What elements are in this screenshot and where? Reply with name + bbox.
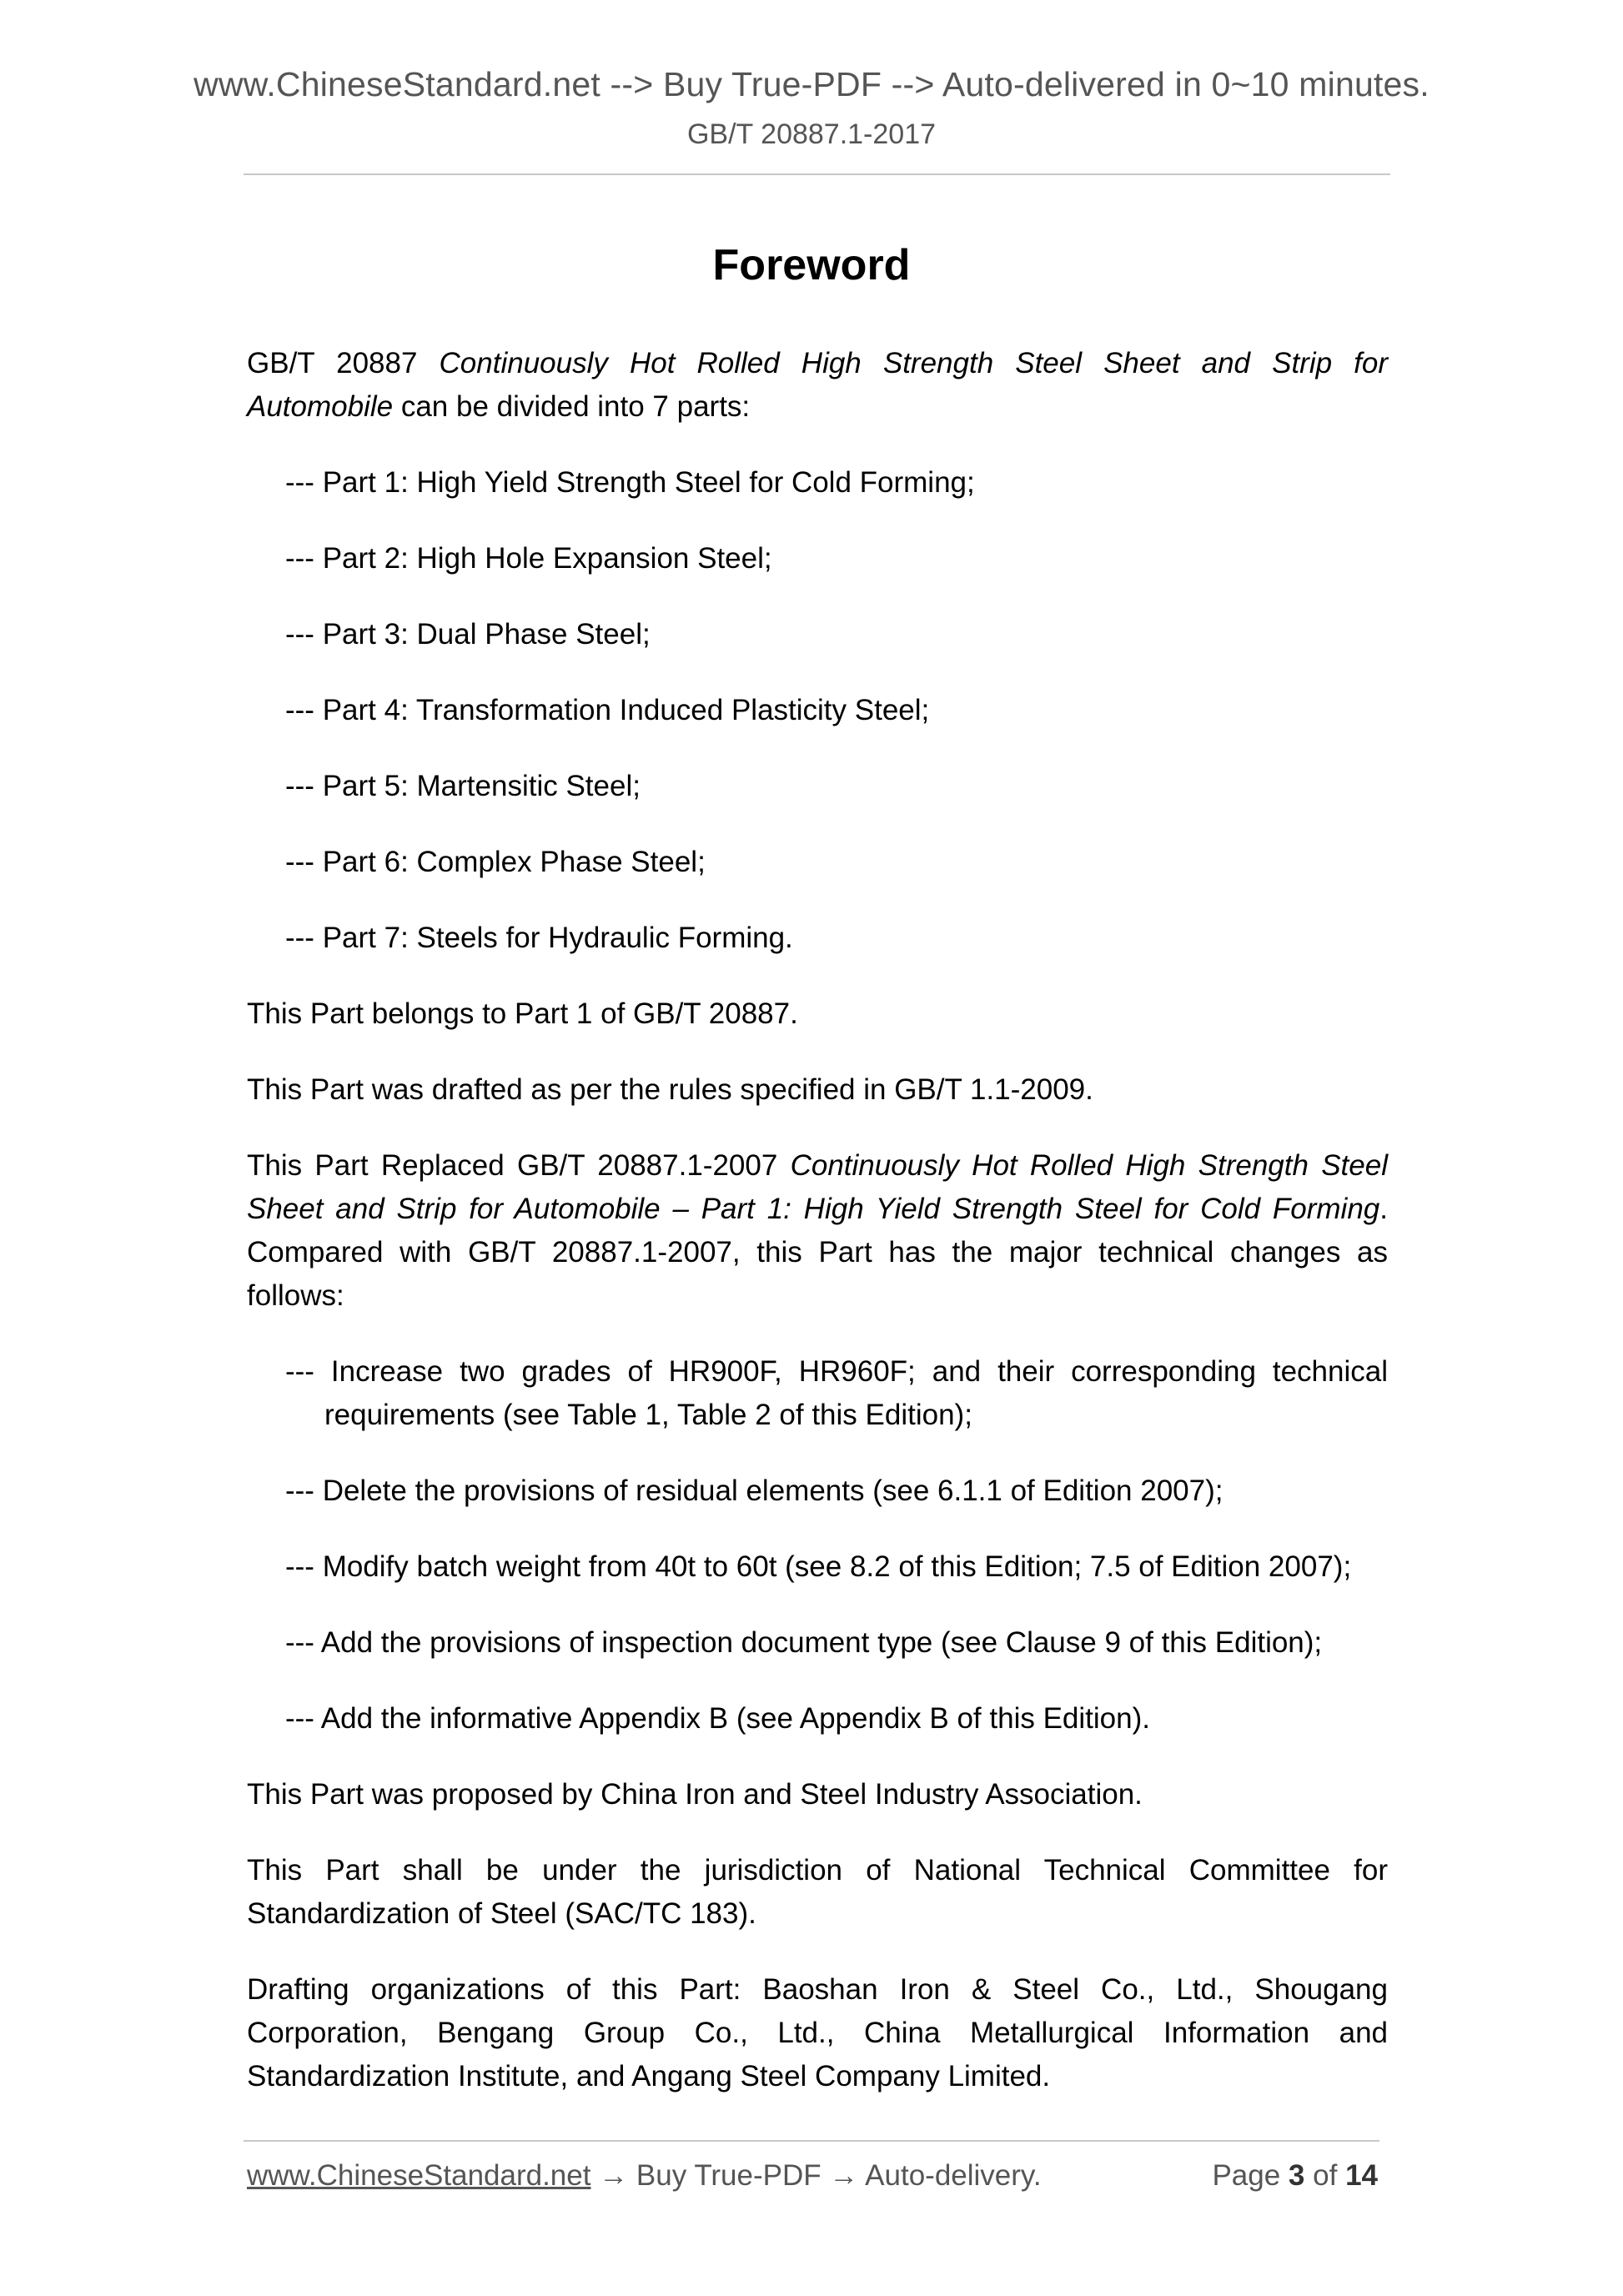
document-body: [247, 342, 1388, 2098]
proposed-paragraph: This Part was proposed by China Iron and Steel Industry Association.: [247, 1778, 1143, 1811]
replaced-text-pre: This Part Replaced GB/T 20887.1-2007: [247, 1149, 791, 1182]
jurisdiction-paragraph: This Part shall be under the jurisdiction of National Technical Committee for Standardization of Steel (SAC/TC 183).: [247, 1854, 1388, 1930]
drafting-organizations-paragraph: Drafting organizations of this Part: Baoshan Iron & Steel Co., Ltd., Shougang Corporation, Bengang Group Co., Ltd., China Metallurgical Information and Standardization Institute, and Angang Steel Company Limited.: [247, 1973, 1388, 2093]
footer-delivery-text: → Buy True-PDF → Auto-delivery.: [590, 2159, 1042, 2192]
current-page-number: 3: [1288, 2159, 1305, 2192]
intro-paragraph: [247, 342, 1388, 429]
page-title: Foreword: [712, 241, 911, 289]
parts-list-item: --- Part 1: High Yield Strength Steel for Cold Forming;: [285, 466, 975, 499]
parts-list-item: --- Part 7: Steels for Hydraulic Forming.: [285, 922, 793, 954]
changes-list-item: --- Add the informative Appendix B (see Appendix B of this Edition).: [285, 1702, 1150, 1735]
parts-list-item: --- Part 2: High Hole Expansion Steel;: [285, 542, 772, 575]
footer-left: [247, 2155, 1042, 2197]
drafted-paragraph: This Part was drafted as per the rules specified in GB/T 1.1-2009.: [247, 1073, 1093, 1106]
page-number-indicator: [1212, 2155, 1378, 2197]
replaced-text-post: . Compared with GB/T 20887.1-2007, this Part has the major technical changes as follows:: [247, 1193, 1388, 1312]
header-standard-code: GB/T 20887.1-2017: [686, 118, 937, 150]
parts-list-item: --- Part 3: Dual Phase Steel;: [285, 618, 651, 651]
replaced-standard-title: Continuously Hot Rolled High Strength Steel Sheet and Strip for Automobile – Part 1: High Yield Strength Steel for Cold Forming: [247, 1149, 1388, 1225]
total-pages-number: 14: [1345, 2159, 1378, 2192]
intro-text-post: can be divided into 7 parts:: [393, 390, 751, 423]
replaced-paragraph: [247, 1144, 1388, 1318]
parts-list-item: --- Part 5: Martensitic Steel;: [285, 770, 641, 802]
parts-list-item: --- Part 6: Complex Phase Steel;: [285, 846, 706, 878]
parts-list-item: --- Part 4: Transformation Induced Plasticity Steel;: [285, 694, 930, 726]
intro-text-pre: GB/T 20887: [247, 347, 440, 379]
of-word: of: [1313, 2159, 1338, 2192]
footer-site-link[interactable]: www.ChineseStandard.net: [247, 2159, 591, 2192]
changes-list-item: --- Increase two grades of HR900F, HR960F; and their corresponding technical requirements (see Table 1, Table 2 of this Edition);: [285, 1355, 1388, 1431]
changes-list-item: --- Add the provisions of inspection document type (see Clause 9 of this Edition);: [285, 1626, 1323, 1659]
changes-list-item: --- Modify batch weight from 40t to 60t (see 8.2 of this Edition; 7.5 of Edition 2007);: [285, 1550, 1352, 1583]
belongs-paragraph: This Part belongs to Part 1 of GB/T 20887.: [247, 997, 798, 1030]
changes-list-item: --- Delete the provisions of residual elements (see 6.1.1 of Edition 2007);: [285, 1475, 1224, 1507]
page-word: Page: [1212, 2159, 1281, 2192]
header-divider: [244, 173, 1390, 175]
intro-standard-title: Continuously Hot Rolled High Strength Steel Sheet and Strip for Automobile: [247, 347, 1388, 423]
header-site-line: www.ChineseStandard.net --> Buy True-PDF --> Auto-delivered in 0~10 minutes.: [193, 65, 1430, 103]
footer-divider: [244, 2140, 1379, 2142]
